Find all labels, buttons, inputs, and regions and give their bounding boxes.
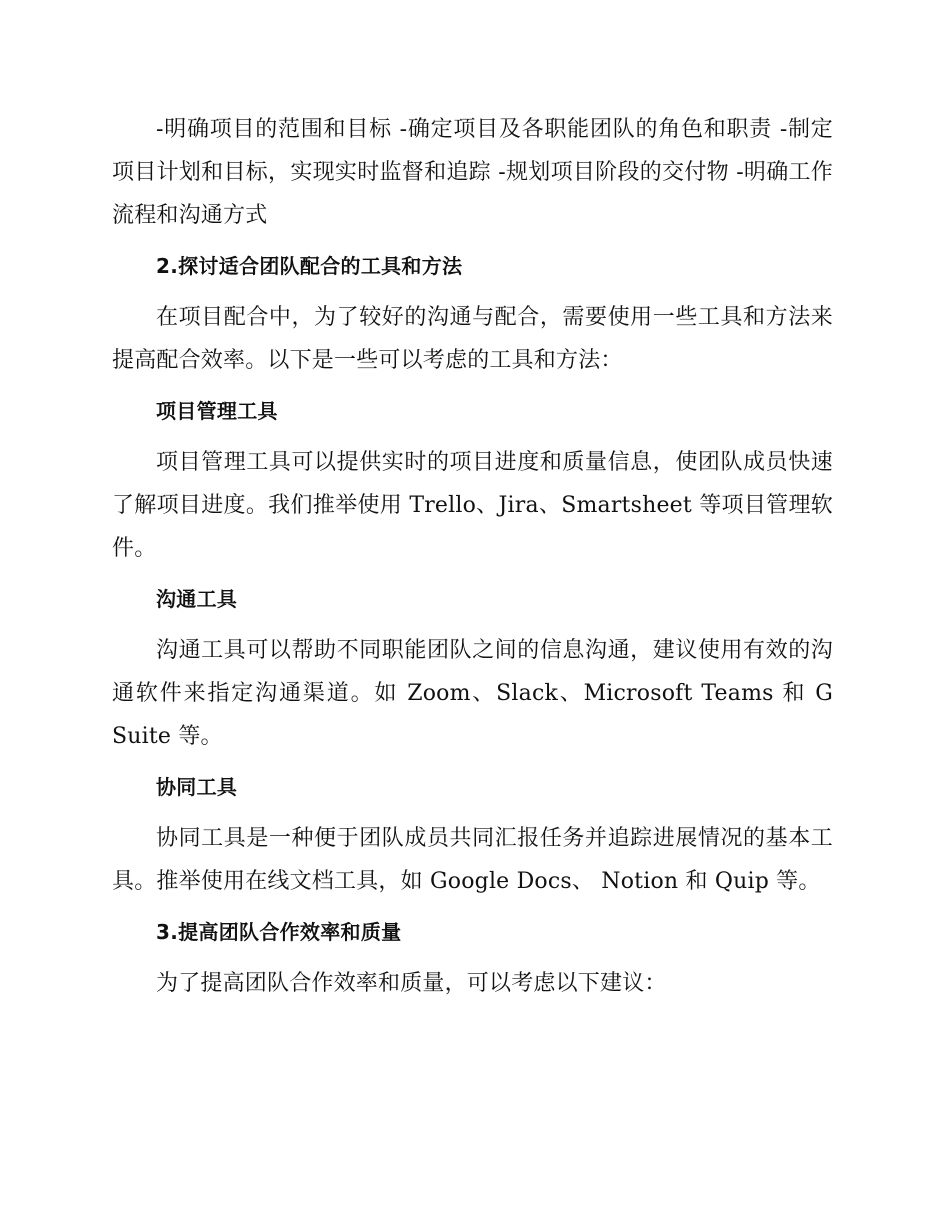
spacer <box>112 570 833 578</box>
paragraph-collaboration-tools: 协同工具是一种便于团队成员共同汇报任务并追踪进展情况的基本工具。推举使用在线文档工具，如 Google Docs、 Notion 和 Quip 等。 <box>112 826 833 894</box>
subheading-communication-tools: 沟通工具 <box>156 587 238 611</box>
section-heading-tools-methods: 2.探讨适合团队配合的工具和方法 <box>156 254 463 278</box>
subheading-collaboration-tools: 协同工具 <box>156 775 238 799</box>
spacer <box>112 621 833 629</box>
paragraph-project-goals: -明确项目的范围和目标 -确定项目及各职能团队的角色和职责 -制定项目计划和目标，实现实时监督和追踪 -规划项目阶段的交付物 -明确工作流程和沟通方式 <box>112 117 833 228</box>
paragraph-project-management-tools: 项目管理工具可以提供实时的项目进度和质量信息，使团队成员快速了解项目进度。我们推举使用 Trello、Jira、Smartsheet 等项目管理软件。 <box>112 450 833 561</box>
spacer <box>112 758 833 766</box>
spacer <box>112 382 833 390</box>
paragraph-tools-intro: 在项目配合中，为了较好的沟通与配合，需要使用一些工具和方法来提高配合效率。以下是一些可以考虑的工具和方法： <box>112 305 833 373</box>
paragraph-communication-tools: 沟通工具可以帮助不同职能团队之间的信息沟通，建议使用有效的沟通软件来指定沟通渠道。如 Zoom、Slack、Microsoft Teams 和 G Suite 等。 <box>112 638 833 749</box>
spacer <box>112 237 833 245</box>
spacer <box>112 954 833 962</box>
section-heading-efficiency-quality: 3.提高团队合作效率和质量 <box>156 920 402 944</box>
subheading-project-management-tools: 项目管理工具 <box>156 399 278 423</box>
spacer <box>112 903 833 911</box>
spacer <box>112 288 833 296</box>
spacer <box>112 433 833 441</box>
paragraph-efficiency-intro: 为了提高团队合作效率和质量，可以考虑以下建议： <box>156 971 667 996</box>
spacer <box>112 809 833 817</box>
